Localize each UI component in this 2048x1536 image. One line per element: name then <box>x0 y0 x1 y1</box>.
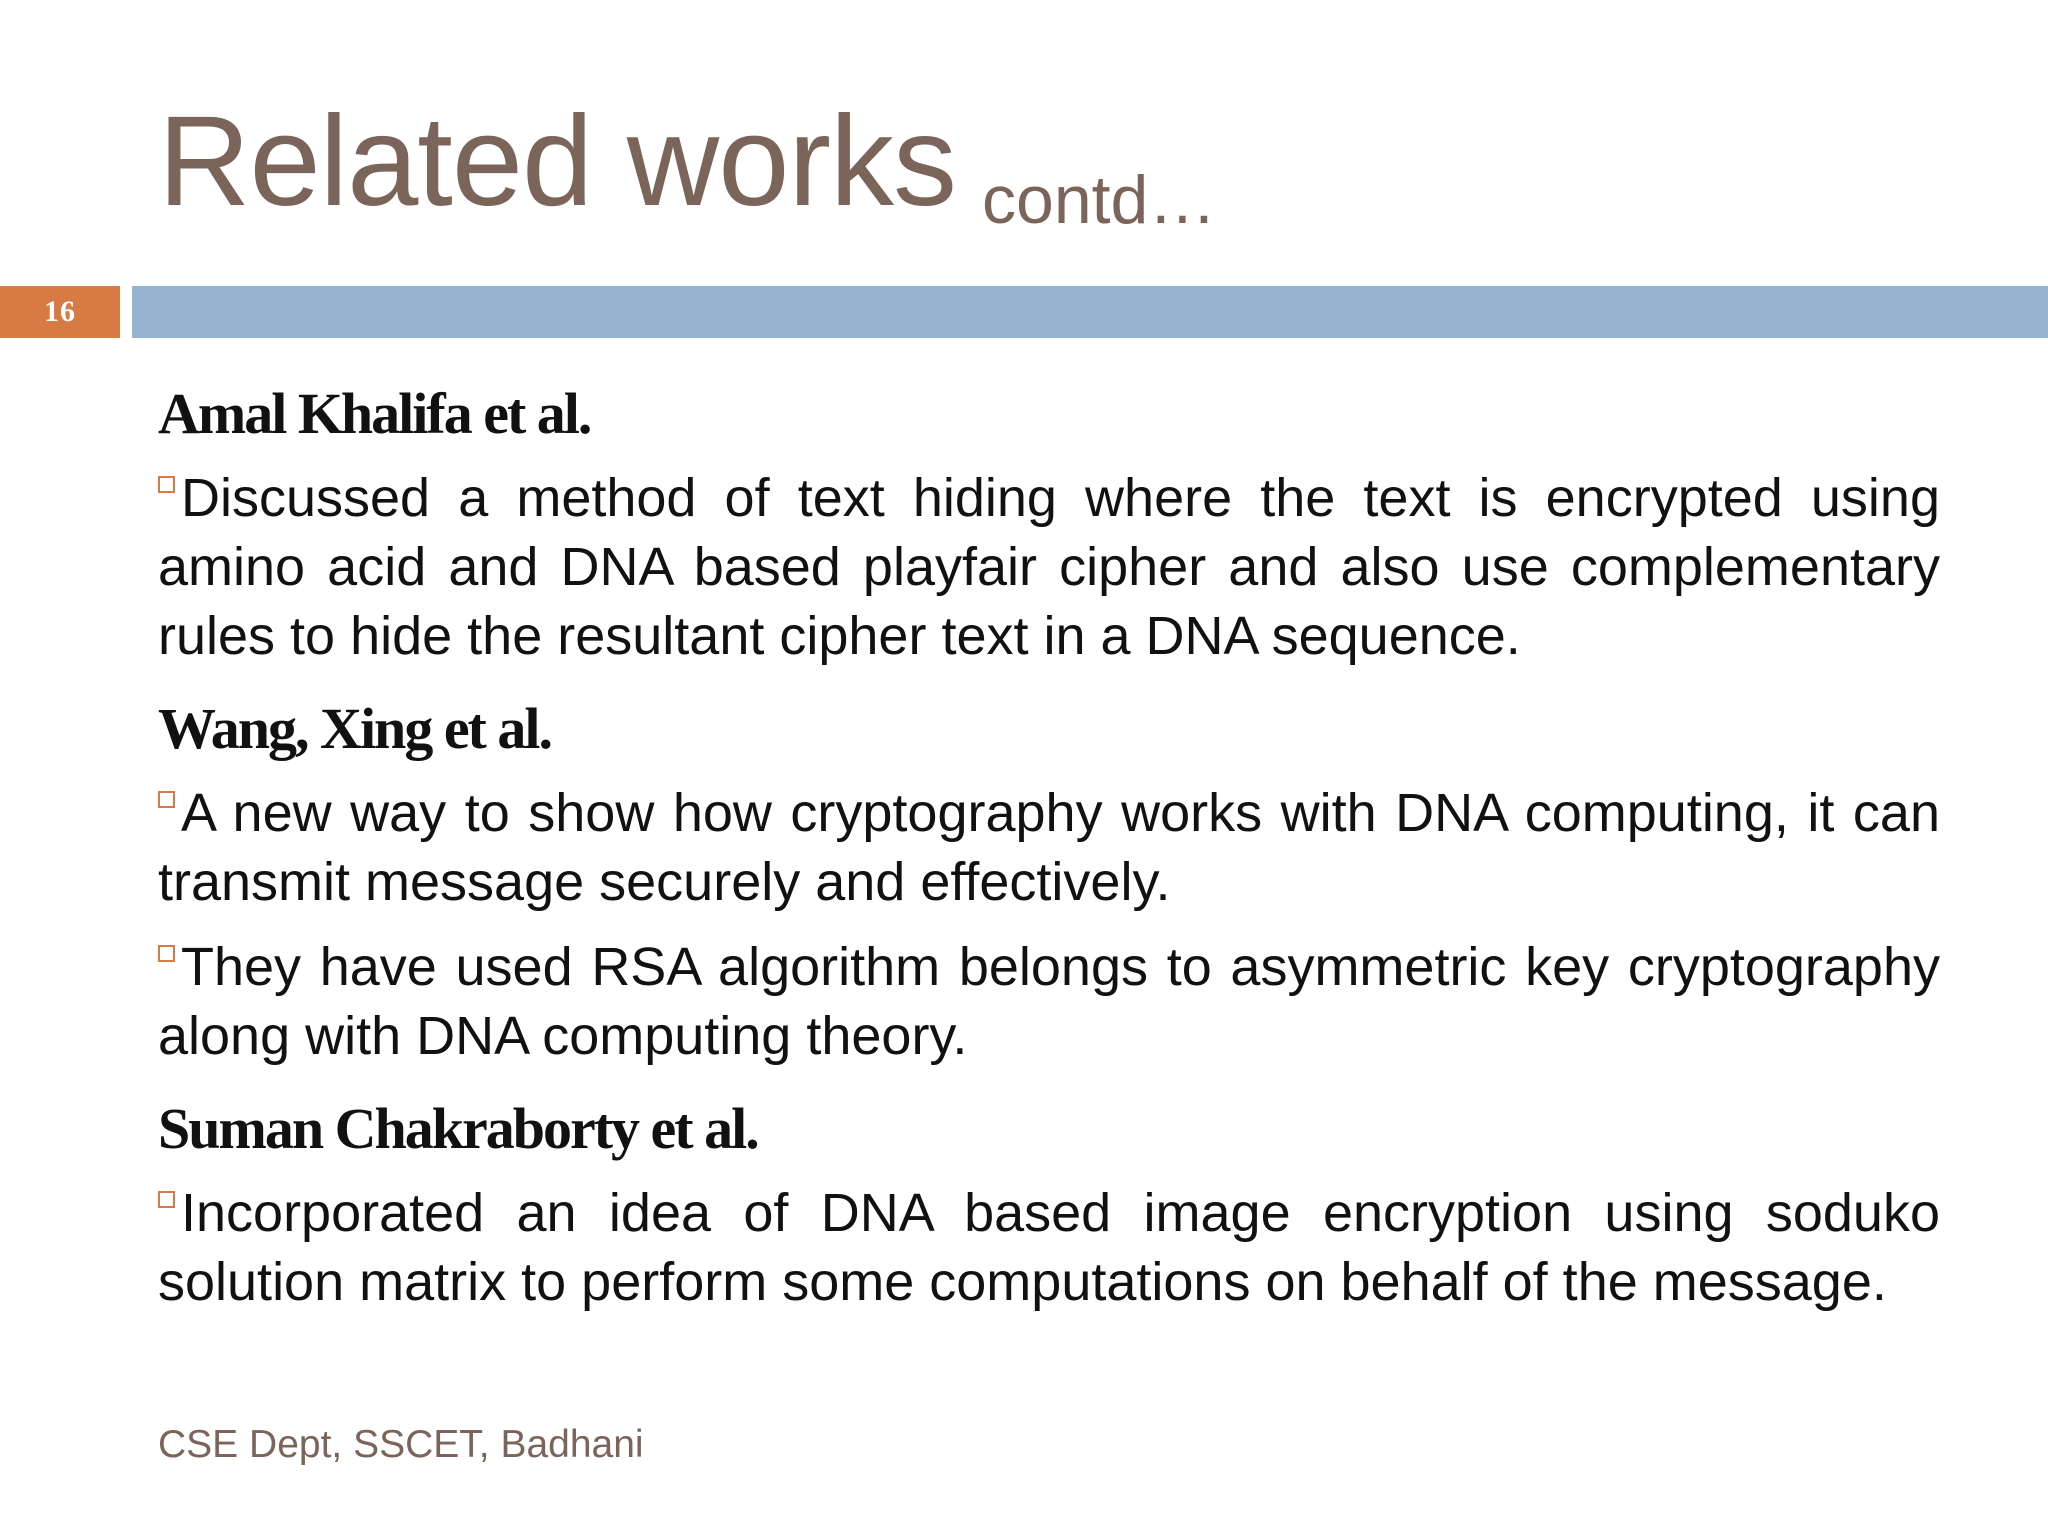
bullet-text: Incorporated an idea of DNA based image encryption using soduko solution matrix to perform some computations on behalf of the message. <box>158 1183 1940 1312</box>
slide-content <box>158 378 1940 1333</box>
bullet-text: They have used RSA algorithm belongs to asymmetric key cryptography along with DNA computing theory. <box>158 937 1940 1066</box>
bullet-paragraph <box>158 464 1940 671</box>
author-heading: Amal Khalifa et al. <box>158 381 591 446</box>
author-heading: Suman Chakraborty et al. <box>158 1096 758 1161</box>
bullet-paragraph <box>158 1179 1940 1317</box>
title-main: Related works <box>158 90 956 233</box>
header-divider-bar <box>132 286 2048 338</box>
square-bullet-icon <box>158 1191 175 1208</box>
square-bullet-icon <box>158 791 175 808</box>
slide-title <box>158 90 1217 238</box>
square-bullet-icon <box>158 476 175 493</box>
bullet-paragraph <box>158 779 1940 917</box>
related-work-section-chakraborty <box>158 1093 1940 1317</box>
bullet-text: Discussed a method of text hiding where the text is encrypted using amino acid and DNA based playfair cipher and also use complementary rules to hide the resultant cipher text in a DNA sequence. <box>158 468 1940 666</box>
author-heading: Wang, Xing et al. <box>158 696 551 761</box>
bullet-text: A new way to show how cryptography works with DNA computing, it can transmit message securely and effectively. <box>158 783 1940 912</box>
page-number: 16 <box>0 286 120 338</box>
square-bullet-icon <box>158 945 175 962</box>
related-work-section-khalifa <box>158 378 1940 671</box>
related-work-section-wang-xing <box>158 693 1940 1071</box>
footer-department: CSE Dept, SSCET, Badhani <box>158 1423 644 1466</box>
title-suffix: contd… <box>982 162 1217 238</box>
bullet-paragraph <box>158 933 1940 1071</box>
